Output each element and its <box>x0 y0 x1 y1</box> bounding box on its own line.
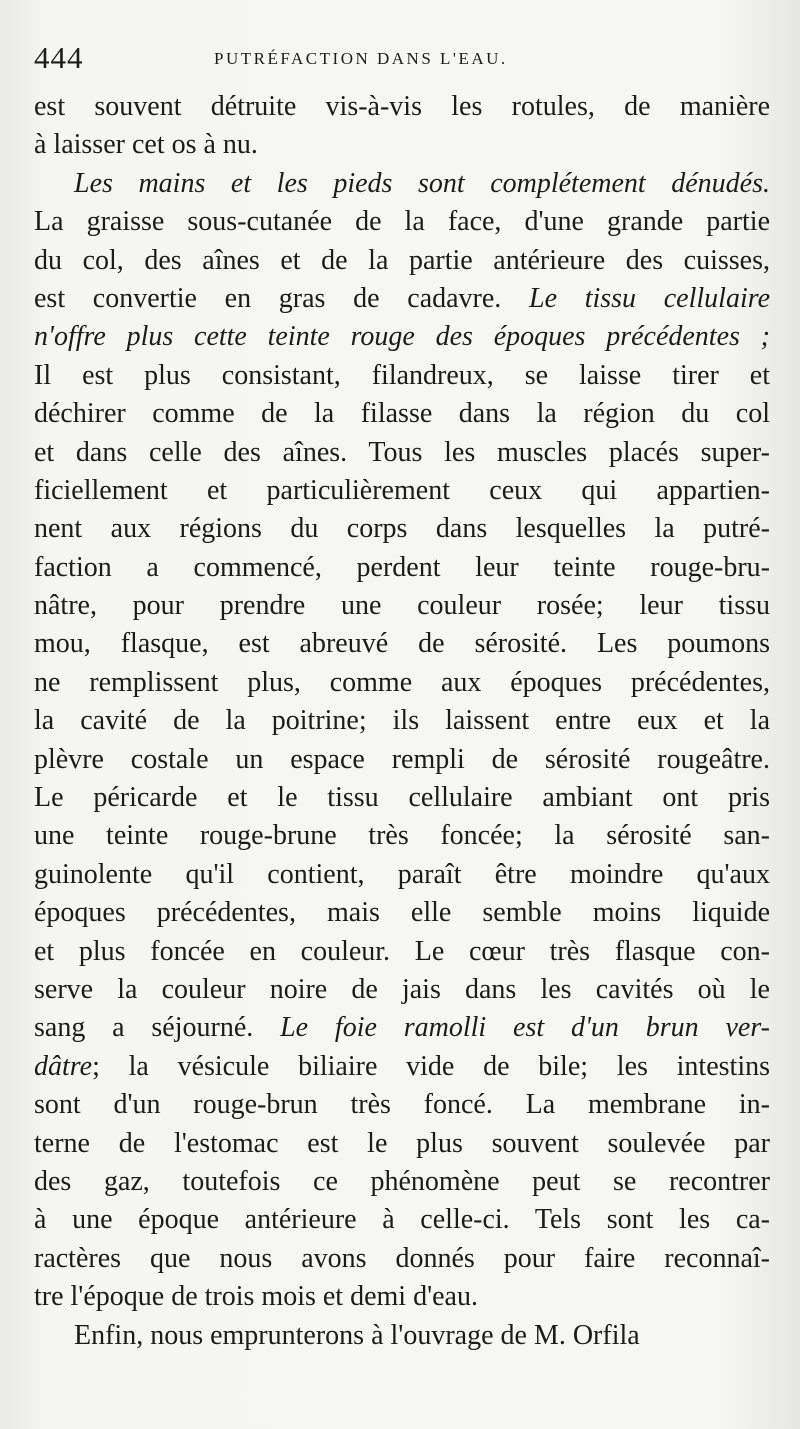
text-line <box>34 741 770 779</box>
text-line <box>34 472 770 510</box>
text-run: nâtre, pour prendre une couleur rosée; leur tissu <box>34 590 770 622</box>
text-run: serve la couleur noire de jais dans les cavités où le <box>34 973 770 1005</box>
text-line <box>34 549 770 587</box>
text-line <box>34 395 770 433</box>
running-title: PUTRÉFACTION DANS L'EAU. <box>214 49 508 68</box>
text-run: est souvent détruite vis-à-vis les rotules, de manière <box>34 91 770 122</box>
body-text <box>34 88 770 1355</box>
text-run: du col, des aînes et de la partie antérieure des cuisses, <box>34 244 770 276</box>
text-line <box>34 664 770 702</box>
italic-text: Le foie ramolli est d'un brun ver- <box>280 1012 770 1044</box>
text-line <box>34 1240 770 1278</box>
text-line <box>34 971 770 1009</box>
text-line <box>34 434 770 472</box>
text-line <box>34 1048 770 1086</box>
text-line <box>34 817 770 855</box>
text-line <box>34 126 770 164</box>
text-line <box>34 1125 770 1163</box>
text-run: ne remplissent plus, comme aux époques précédentes, <box>34 666 770 698</box>
text-run: terne de l'estomac est le plus souvent soulevée par <box>34 1127 770 1159</box>
italic-text: dâtre <box>34 1050 93 1082</box>
text-run: Enfin, nous emprunterons à l'ouvrage de M. Orfila <box>74 1319 640 1351</box>
text-line <box>34 1201 770 1239</box>
text-run: à laisser cet os à nu. <box>34 129 258 161</box>
text-line <box>34 1278 770 1316</box>
text-run: Il est plus consistant, filandreux, se laisse tirer et <box>34 359 770 391</box>
text-run: époques précédentes, mais elle semble moins liquide <box>34 897 770 929</box>
text-line <box>34 357 770 395</box>
text-line <box>34 165 770 203</box>
text-line <box>34 242 770 280</box>
text-line <box>34 510 770 548</box>
page-header <box>34 40 774 80</box>
text-line <box>34 933 770 971</box>
text-run: sang a séjourné. <box>34 1012 281 1044</box>
text-run: une teinte rouge-brune très foncée; la sérosité san- <box>34 820 770 852</box>
italic-text: Le tissu cellulaire <box>529 282 771 314</box>
italic-text: n'offre plus cette teinte rouge des époques précédentes ; <box>34 321 770 353</box>
text-run: des gaz, toutefois ce phénomène peut se recontrer <box>34 1165 770 1197</box>
text-run: est convertie en gras de cadavre. <box>34 282 529 314</box>
text-line <box>34 587 770 625</box>
text-line <box>34 1163 770 1201</box>
text-run: tre l'époque de trois mois et demi d'eau. <box>34 1281 478 1313</box>
text-run: Le péricarde et le tissu cellulaire ambiant ont pris <box>34 782 770 814</box>
text-run: faction a commencé, perdent leur teinte rouge-bru- <box>34 551 770 583</box>
text-run: à une époque antérieure à celle-ci. Tels sont les ca- <box>34 1204 770 1236</box>
text-line <box>34 702 770 740</box>
text-run: et dans celle des aînes. Tous les muscles placés super- <box>34 436 770 468</box>
text-run: et plus foncée en couleur. Le cœur très flasque con- <box>34 935 770 967</box>
text-line <box>34 1009 770 1047</box>
text-run: la cavité de la poitrine; ils laissent entre eux et la <box>34 705 770 737</box>
text-line <box>34 88 770 126</box>
text-run: ficiellement et particulièrement ceux qui appartien- <box>34 474 770 506</box>
text-run: plèvre costale un espace rempli de sérosité rougeâtre. <box>34 743 770 775</box>
text-line <box>34 1086 770 1124</box>
text-line <box>34 779 770 817</box>
text-run: nent aux régions du corps dans lesquelles la putré- <box>34 513 770 545</box>
text-line <box>34 318 770 356</box>
text-line <box>34 280 770 318</box>
italic-text: Les mains et les pieds sont complétement dénudés. <box>74 167 770 199</box>
page-number: 444 <box>34 40 84 75</box>
text-run: sont d'un rouge-brun très foncé. La membrane in- <box>34 1089 770 1121</box>
text-line <box>34 894 770 932</box>
text-line <box>34 856 770 894</box>
text-run: guinolente qu'il contient, paraît être moindre qu'aux <box>34 858 770 890</box>
text-line <box>34 203 770 241</box>
text-run: La graisse sous-cutanée de la face, d'une grande partie <box>34 206 770 238</box>
text-line <box>34 625 770 663</box>
text-run: ractères que nous avons donnés pour faire reconnaî- <box>34 1242 770 1274</box>
text-run: déchirer comme de la filasse dans la région du col <box>34 398 770 430</box>
text-line <box>34 1317 770 1355</box>
text-run: ; la vésicule biliaire vide de bile; les intestins <box>92 1050 770 1082</box>
text-run: mou, flasque, est abreuvé de sérosité. Les poumons <box>34 628 770 660</box>
